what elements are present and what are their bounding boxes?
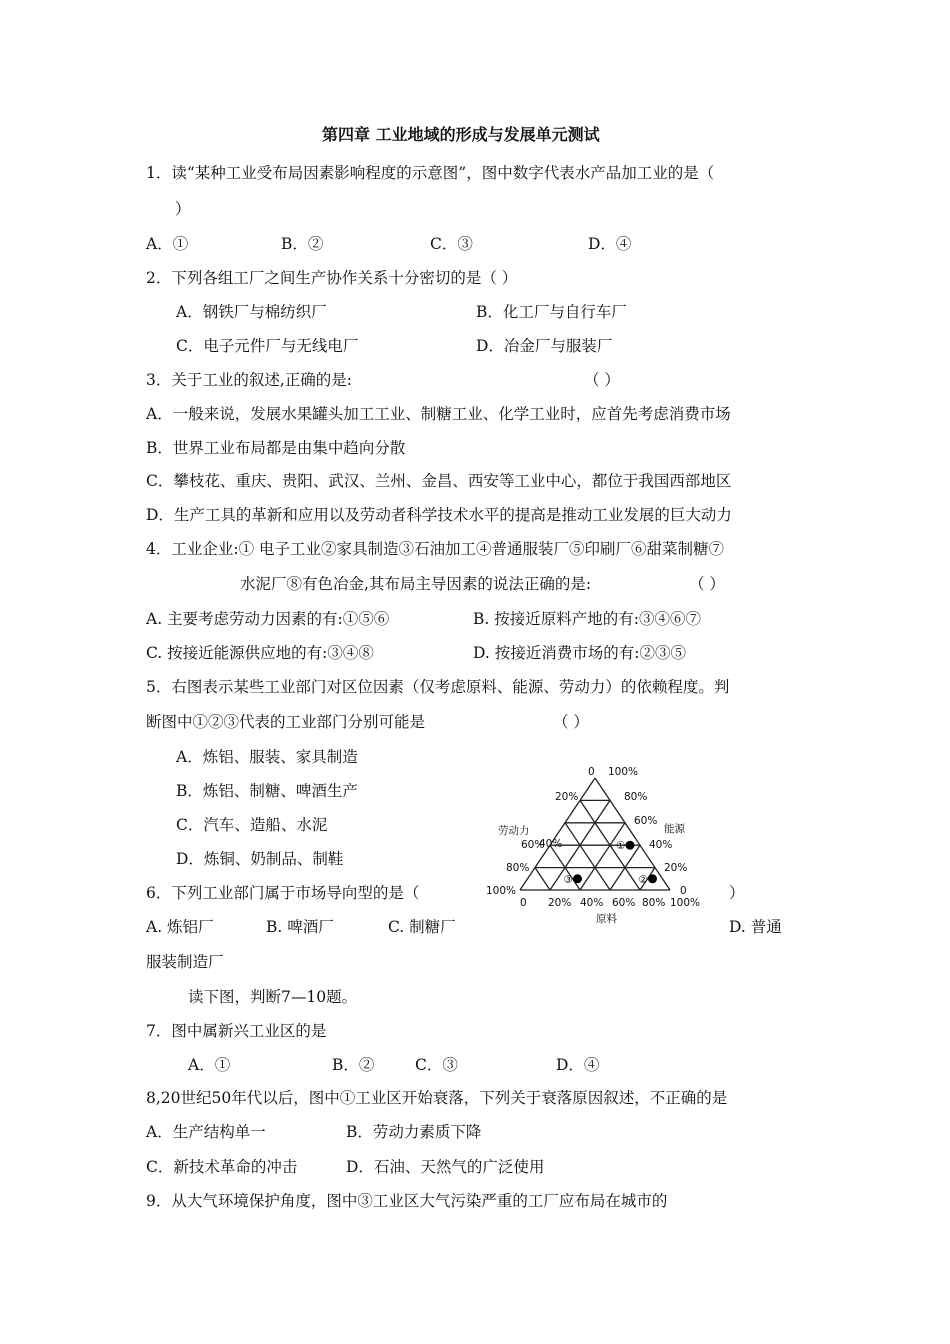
data-points: [564, 840, 658, 886]
q5-option-d: D．炼铜、奶制品、制鞋: [176, 850, 344, 868]
instruction: 读下图，判断7—10题。: [188, 988, 358, 1006]
fig-axis-labor: 劳动力: [498, 825, 530, 837]
q5-stem: 5．右图表示某些工业部门对区位因素（仅考虑原料、能源、劳动力）的依赖程度。判: [146, 678, 730, 696]
fig-top-right-label: 100%: [608, 766, 639, 778]
q3-option-b: B．世界工业布局都是由集中趋向分散: [146, 439, 406, 457]
fig-axis-material: 原料: [596, 913, 617, 925]
data-point-label-2: ②: [638, 873, 648, 886]
fig-left-tick-3: 60%: [521, 839, 545, 851]
q4-option-c: C. 按接近能源供应地的有:③④⑧: [146, 644, 374, 662]
q7-option-d: D．④: [556, 1056, 600, 1074]
q6-option-d-cont: 服装制造厂: [146, 953, 224, 971]
q5-option-b: B．炼铝、制糖、啤酒生产: [176, 782, 358, 800]
fig-axis-energy: 能源: [664, 823, 685, 835]
fig-bottom-left-corner: 100%: [486, 885, 517, 897]
q1-option-d: D．④: [588, 235, 632, 253]
q2-option-d: D．冶金厂与服装厂: [476, 337, 613, 355]
q4-option-a: A. 主要考虑劳动力因素的有:①⑤⑥: [146, 610, 390, 628]
q8-option-a: A．生产结构单一: [146, 1123, 266, 1141]
q3-stem: 3．关于工业的叙述,正确的是:: [146, 371, 353, 389]
grid-line-parallel-right: [535, 868, 550, 890]
q1-option-a: A．①: [146, 235, 189, 253]
fig-left-tick-1: 20%: [555, 791, 579, 803]
q6-option-c: C. 制糖厂: [388, 918, 456, 936]
q6-option-a: A. 炼铝厂: [146, 918, 214, 936]
q1-stem: 1．读“某种工业受布局因素影响程度的示意图”，图中数字代表水产品加工业的是（: [146, 164, 715, 182]
fig-right-tick-3: 40%: [649, 839, 673, 851]
fig-right-tick-2: 60%: [634, 815, 658, 827]
q1-option-c: C．③: [430, 235, 473, 253]
q6-option-d: D. 普通: [729, 918, 782, 936]
q4-paren: （ ）: [689, 575, 725, 593]
q8-stem: 8,20世纪50年代以后，图中①工业区开始衰落，下列关于衰落原因叙述，不正确的是: [146, 1089, 728, 1107]
data-point-3: [573, 874, 582, 883]
fig-bottom-tick-0: 0: [520, 897, 527, 909]
q1-stem-tail: ）: [175, 200, 191, 218]
page-title: 第四章 工业地域的形成与发展单元测试: [322, 125, 600, 144]
q3-option-c: C．攀枝花、重庆、贵阳、武汉、兰州、金昌、西安等工业中心，都位于我国西部地区: [146, 472, 732, 490]
q3-option-d: D．生产工具的革新和应用以及劳动者科学技术水平的提高是推动工业发展的巨大动力: [146, 506, 732, 524]
q7-option-b: B．②: [332, 1056, 375, 1074]
q6-option-b: B. 啤酒厂: [266, 918, 334, 936]
fig-right-tick-4: 20%: [664, 862, 688, 874]
q6-stem-tail: ）: [729, 884, 745, 902]
fig-left-tick-2: 40%: [539, 838, 563, 850]
data-point-2: [648, 874, 657, 883]
q3-option-a: A．一般来说，发展水果罐头加工工业、制糖工业、化学工业时，应首先考虑消费市场: [146, 405, 731, 423]
q5-paren: （ ）: [553, 713, 589, 731]
q2-option-a: A．钢铁厂与棉纺织厂: [176, 303, 327, 321]
fig-bottom-tick-2: 40%: [580, 897, 604, 909]
data-point-1: [626, 841, 635, 850]
q3-paren: （ ）: [584, 371, 620, 389]
q7-stem: 7．图中属新兴工业区的是: [146, 1022, 327, 1040]
fig-left-tick-4: 80%: [506, 862, 530, 874]
q4-option-d: D. 按接近消费市场的有:②③⑤: [473, 644, 686, 662]
fig-bottom-tick-3: 60%: [612, 897, 636, 909]
fig-bottom-right-corner: 0: [680, 885, 687, 897]
q5-stem-2: 断图中①②③代表的工业部门分别可能是: [146, 713, 426, 731]
q8-option-d: D．石油、天然气的广泛使用: [346, 1158, 545, 1176]
fig-top-left-label: 0: [588, 766, 595, 778]
ternary-diagram: [484, 762, 706, 926]
fig-bottom-tick-5: 100%: [670, 897, 701, 909]
fig-right-tick-1: 80%: [624, 791, 648, 803]
q5-option-a: A．炼铝、服装、家具制造: [176, 748, 358, 766]
q1-option-b: B．②: [281, 235, 324, 253]
q2-stem: 2．下列各组工厂之间生产协作关系十分密切的是（ ）: [146, 269, 518, 287]
fig-bottom-tick-4: 80%: [642, 897, 666, 909]
q9-stem: 9．从大气环境保护角度，图中③工业区大气污染严重的工厂应布局在城市的: [146, 1192, 668, 1210]
q6-stem: 6．下列工业部门属于市场导向型的是（: [146, 884, 420, 902]
q5-option-c: C．汽车、造船、水泥: [176, 816, 328, 834]
q8-option-c: C．新技术革命的冲击: [146, 1158, 298, 1176]
data-point-label-3: ③: [563, 873, 573, 886]
q2-option-b: B．化工厂与自行车厂: [476, 303, 627, 321]
q2-option-c: C．电子元件厂与无线电厂: [176, 337, 359, 355]
q8-option-b: B．劳动力素质下降: [346, 1123, 482, 1141]
q4-option-b: B. 按接近原料产地的有:③④⑥⑦: [473, 610, 701, 628]
data-point-label-1: ①: [616, 840, 626, 853]
q4-stem: 4．工业企业:① 电子工业②家具制造③石油加工④普通服装厂⑤印刷厂⑥甜菜制糖⑦: [146, 540, 725, 558]
q7-option-a: A．①: [188, 1056, 231, 1074]
fig-bottom-tick-1: 20%: [548, 897, 572, 909]
q7-option-c: C．③: [415, 1056, 458, 1074]
q4-stem-2: 水泥厂⑧有色冶金,其布局主导因素的说法正确的是:: [240, 575, 592, 593]
